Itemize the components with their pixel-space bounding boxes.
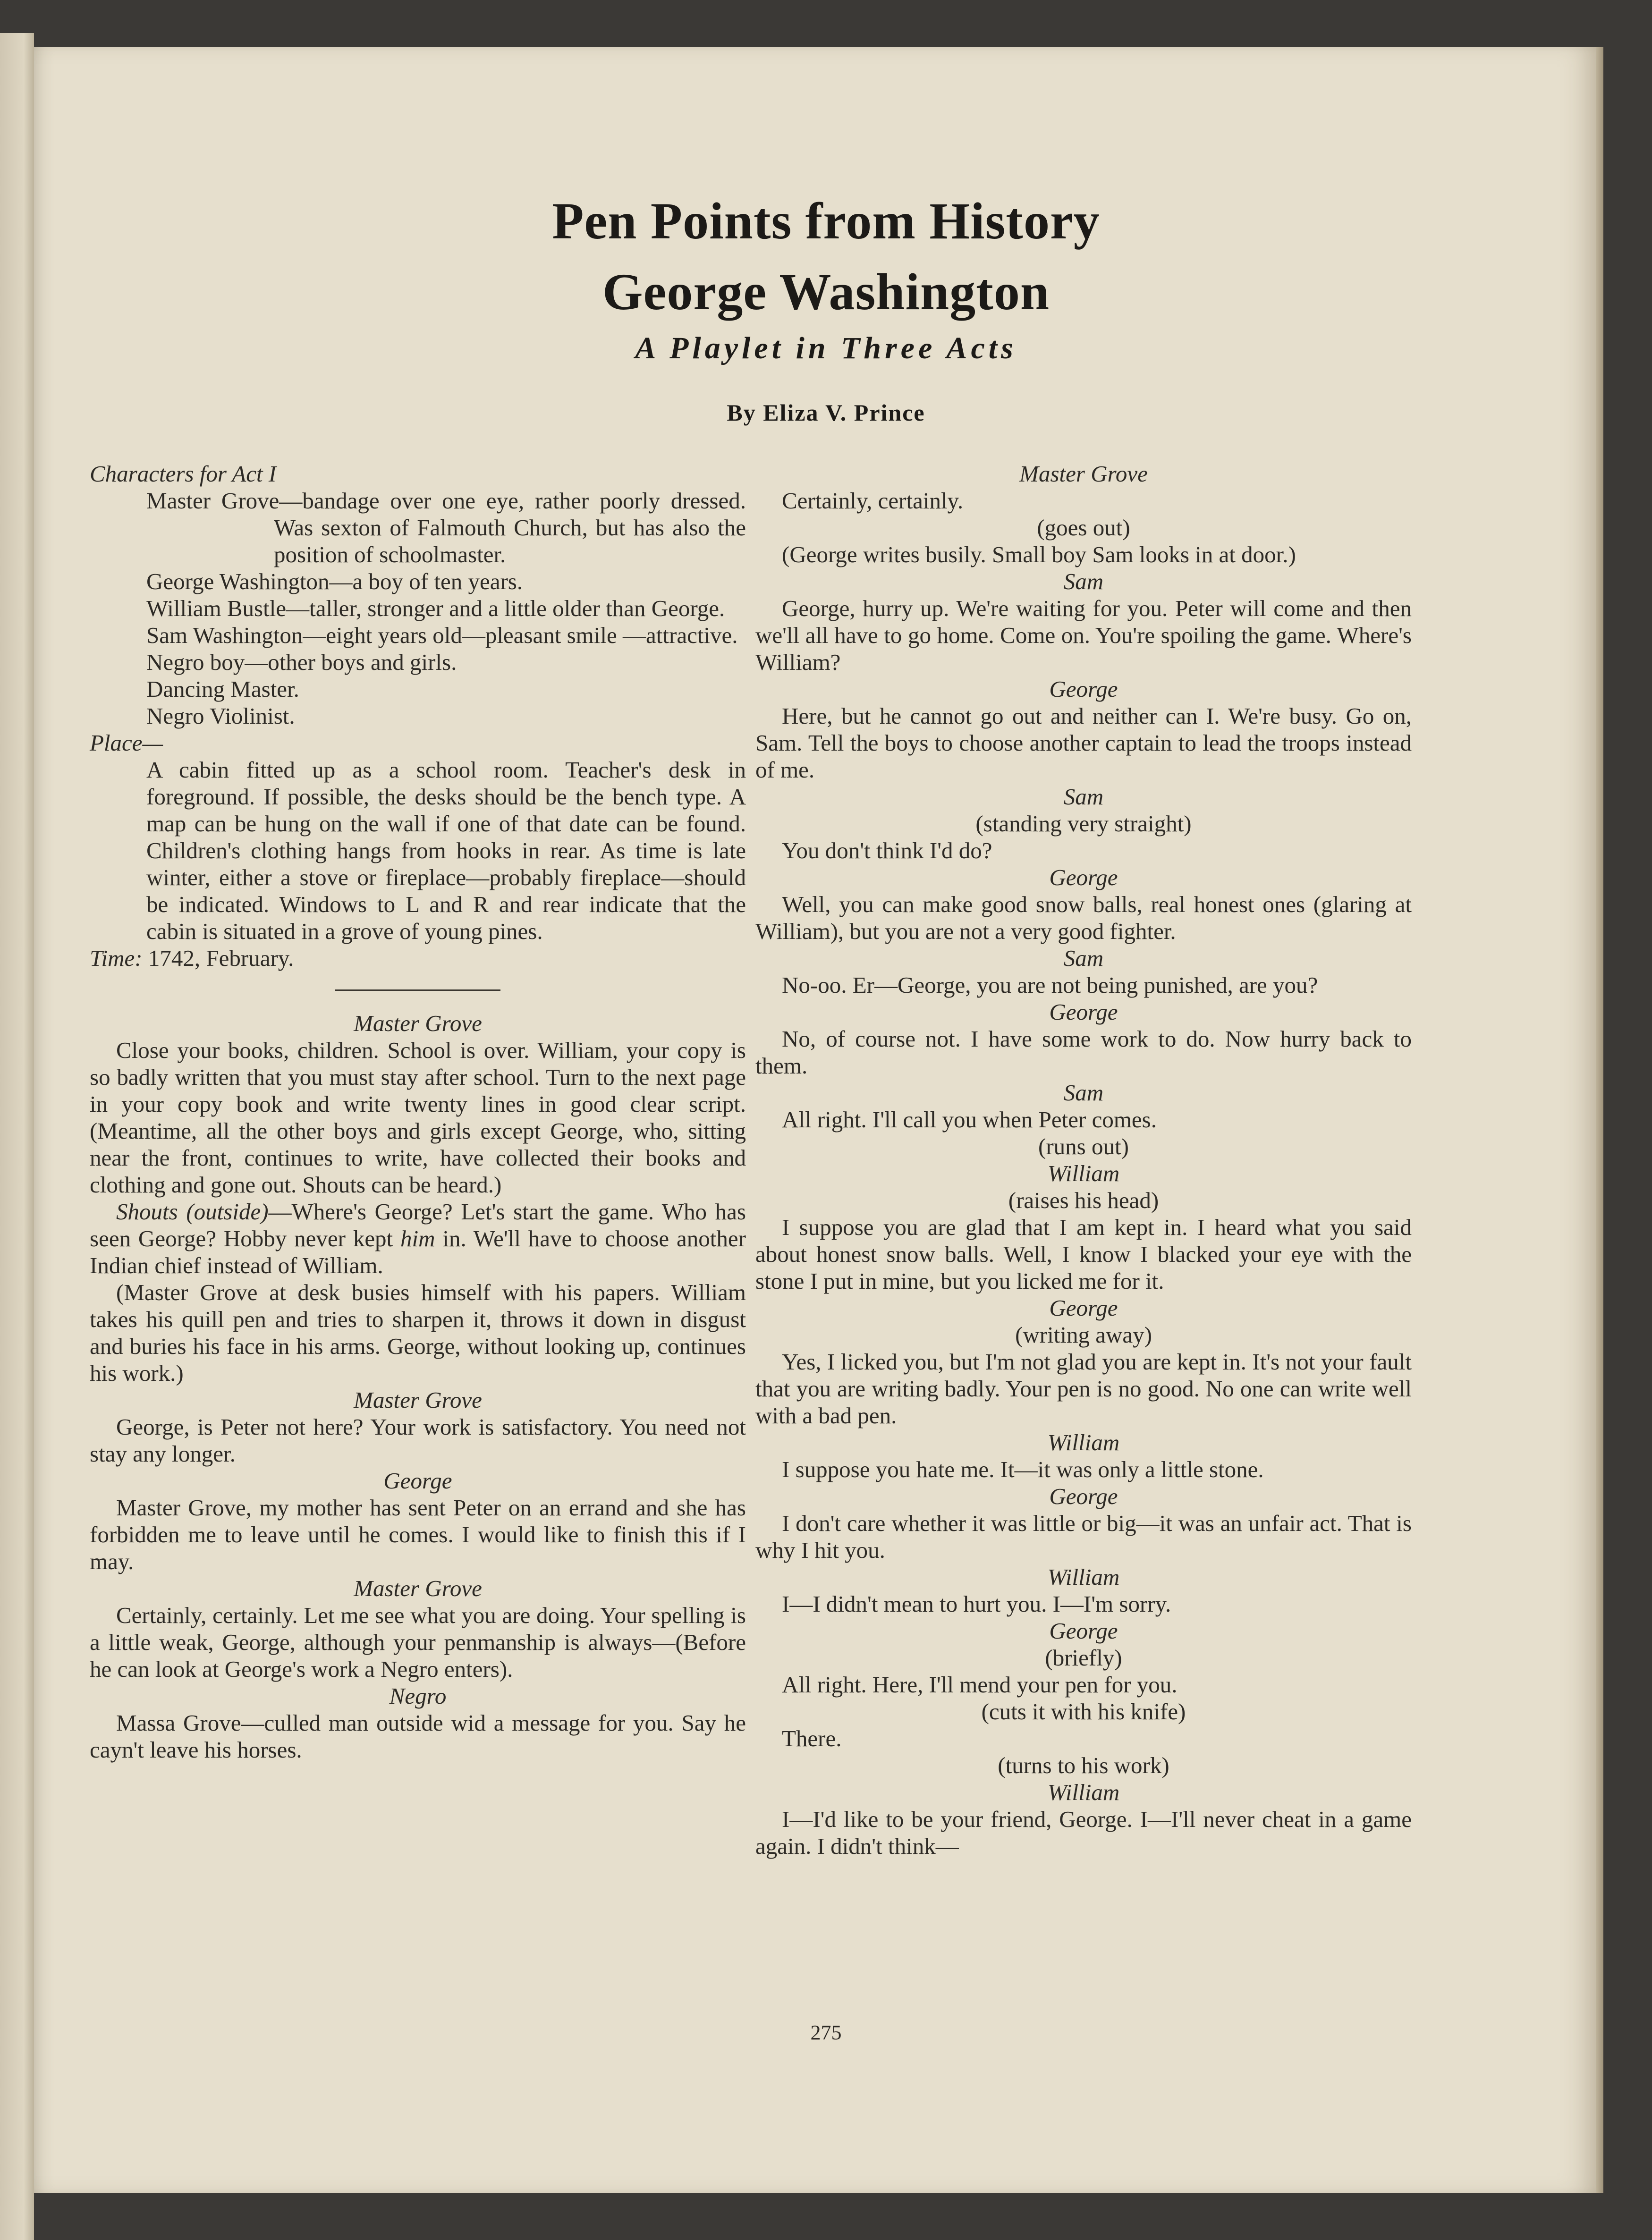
character-entry: George Washington—a boy of ten years. [146, 568, 523, 594]
speaker-name: Sam [1063, 945, 1104, 971]
stage-direction: (briefly) [1045, 1645, 1122, 1671]
stage-direction: (George writes busily. Small boy Sam looks in at door.) [782, 541, 1296, 567]
stage-direction: (writing away) [1015, 1322, 1152, 1348]
stage-direction: (cuts it with his knife) [981, 1699, 1186, 1724]
speaker-name: Master Grove [354, 1387, 482, 1413]
speaker-name: George [1049, 676, 1118, 702]
speaker-name: Master Grove [354, 1575, 482, 1601]
dialogue-text: All right. I'll call you when Peter comes. [782, 1107, 1157, 1133]
dialogue-text: Well, you can make good snow balls, real honest ones (glaring at William), but you are not a very good fighter. [755, 891, 1412, 944]
character-entry: William Bustle—taller, stronger and a little older than George. [146, 595, 725, 621]
dialogue-text: George, hurry up. We're waiting for you. Peter will come and then we'll all have to go home. Come on. You're spoiling the game. Where's William? [755, 595, 1412, 675]
dialogue-text: Close your books, children. School is over. William, your copy is so badly written that you must stay after school. Turn to the next page in your copy book and write twenty lines in good clear script. (Meantime, all the other boys and girls except George, who, sitting near the front, continues to write, have collected their books and clothing and gone out. Shouts can be heard.) [90, 1037, 746, 1198]
dialogue-text: There. [782, 1725, 842, 1751]
speaker-name: William [1047, 1429, 1120, 1455]
time-line [90, 945, 746, 972]
subtitle: A Playlet in Three Acts [635, 331, 1017, 365]
dialogue-text: Yes, I licked you, but I'm not glad you are kept in. It's not your fault that you are writing badly. Your pen is no good. No one can write well with a bad pen. [755, 1349, 1412, 1429]
speaker-name: Sam [1063, 784, 1104, 810]
stage-direction: (goes out) [1037, 515, 1130, 541]
dialogue-text: I—I'd like to be your friend, George. I—I'll never cheat in a game again. I didn't think— [755, 1806, 1412, 1859]
speaker-name: Master Grove [354, 1010, 482, 1036]
place-heading: Place— [90, 730, 163, 756]
dialogue-text: You don't think I'd do? [782, 837, 992, 863]
speaker-name: George [1049, 999, 1118, 1025]
stage-direction: (runs out) [1038, 1133, 1129, 1159]
time-value: 1742, February. [148, 945, 294, 971]
dialogue-text: No, of course not. I have some work to do. Now hurry back to them. [755, 1026, 1412, 1079]
right-column [755, 460, 1412, 1860]
speaker-name: Negro [389, 1683, 447, 1709]
speaker-name: William [1047, 1160, 1120, 1186]
place-description: A cabin fitted up as a school room. Teacher's desk in foreground. If possible, the desks should be the bench type. A map can be hung on the wall if one of that date can be found. Children's clothing hangs from hooks in rear. As time is late winter, either a stove or fireplace—probably fireplace—should be indicated. Windows to L and R and rear indicate that the cabin is situated in a grove of young pines. [146, 757, 746, 944]
speaker-name: Sam [1063, 1080, 1104, 1106]
speaker-name: George [1049, 864, 1118, 890]
dialogue-text: I suppose you hate me. It—it was only a little stone. [782, 1456, 1264, 1482]
character-entry: Dancing Master. [146, 676, 299, 702]
stage-direction: (raises his head) [1008, 1187, 1159, 1213]
character-entry: Sam Washington—eight years old—pleasant smile —attractive. [146, 622, 738, 648]
subject-title: George Washington [602, 263, 1050, 321]
dialogue-text: I don't care whether it was little or big—it was an unfair act. That is why I hit you. [755, 1510, 1412, 1563]
dialogue-text: I suppose you are glad that I am kept in. I heard what you said about honest snow balls. Well, I know I blacked your eye with the stone I put in mine, but you licked me for it. [755, 1214, 1412, 1294]
dialogue-text: Certainly, certainly. [782, 488, 964, 514]
byline: By Eliza V. Prince [727, 399, 925, 426]
stage-direction: (Master Grove at desk busies himself with his papers. William takes his quill pen and tries to sharpen it, throws it down in disgust and buries his face in his arms. George, without looking up, continues his work.) [90, 1279, 746, 1386]
speaker-name: William [1047, 1779, 1120, 1805]
dialogue-text: Shouts (outside)—Where's George? Let's start the game. Who has seen George? Hobby never kept him in. We'll have to choose another Indian chief instead of William. [90, 1199, 746, 1278]
page-fore-edge [1596, 47, 1603, 2193]
speaker-name: George [1049, 1618, 1118, 1644]
section-divider [335, 989, 500, 991]
dialogue-text: Massa Grove—culled man outside wid a message for you. Say he cayn't leave his horses. [90, 1710, 746, 1763]
dialogue-text: Master Grove, my mother has sent Peter on an errand and she has forbidden me to leave until he comes. I would like to finish this if I may. [90, 1495, 746, 1574]
speaker-inline: Shouts (outside) [116, 1199, 269, 1225]
dialogue-text: All right. Here, I'll mend your pen for you. [782, 1672, 1178, 1698]
stage-direction: (turns to his work) [998, 1752, 1169, 1778]
characters-heading: Characters for Act I [90, 461, 277, 487]
speaker-name: Sam [1063, 568, 1104, 594]
dialogue-text: George, is Peter not here? Your work is satisfactory. You need not stay any longer. [90, 1414, 746, 1467]
main-title: Pen Points from History [552, 192, 1100, 250]
character-entry: Negro Violinist. [146, 703, 295, 729]
dialogue-text: I—I didn't mean to hurt you. I—I'm sorry. [782, 1591, 1171, 1617]
dialogue-text: No-oo. Er—George, you are not being punished, are you? [782, 972, 1318, 998]
stage-direction: (standing very straight) [975, 811, 1192, 837]
speaker-name: William [1047, 1564, 1120, 1590]
speaker-name: George [1049, 1483, 1118, 1509]
dialogue-text: Certainly, certainly. Let me see what you are doing. Your spelling is a little weak, George, although your penmanship is always—(Before he can look at George's work a Negro enters). [90, 1602, 746, 1682]
speaker-name: George [1049, 1295, 1118, 1321]
left-column [90, 460, 746, 1763]
page-number: 275 [810, 2021, 842, 2044]
speaker-name: George [383, 1468, 452, 1494]
dialogue-text: Here, but he cannot go out and neither can I. We're busy. Go on, Sam. Tell the boys to choose another captain to lead the troops instead of me. [755, 703, 1412, 783]
speaker-name: Master Grove [1019, 461, 1148, 487]
character-entry: Negro boy—other boys and girls. [146, 649, 457, 675]
time-label: Time: [90, 945, 143, 971]
character-entry: Master Grove—bandage over one eye, rather poorly dressed. Was sexton of Falmouth Church, but has also the position of schoolmaster. [146, 488, 746, 567]
